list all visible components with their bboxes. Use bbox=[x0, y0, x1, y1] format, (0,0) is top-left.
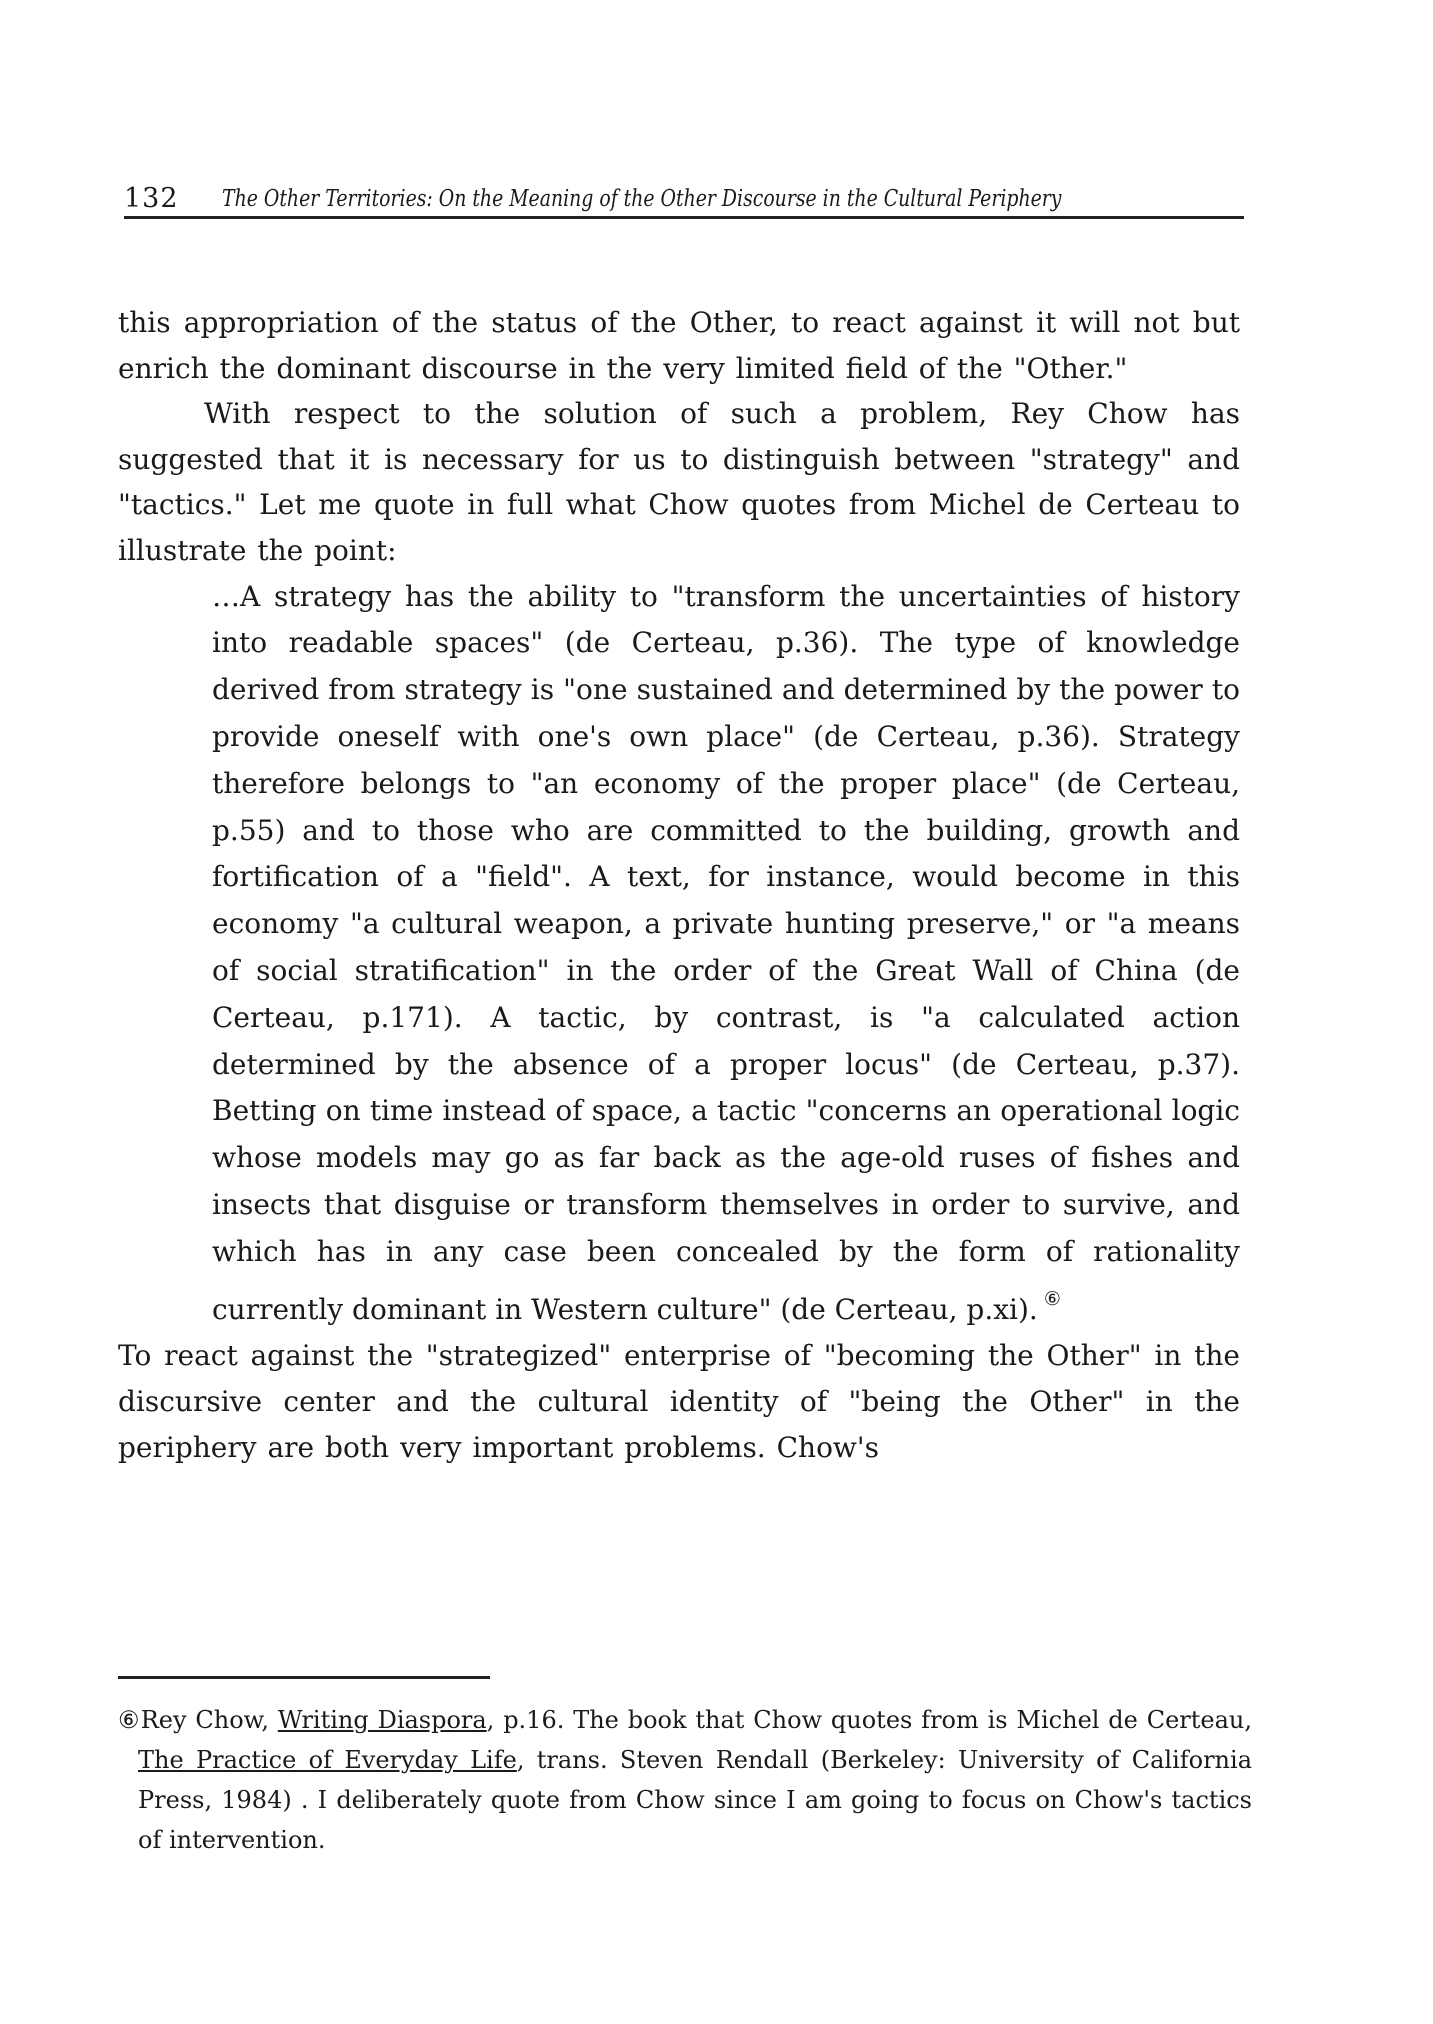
footnote bbox=[118, 1700, 1252, 1860]
footnote-separator bbox=[118, 1676, 490, 1679]
footnote-text-1: Rey Chow, bbox=[140, 1706, 278, 1734]
running-title: The Other Territories: On the Meaning of the Other Discourse in the Cultural Periphery bbox=[222, 186, 1062, 212]
footnote-reference-marker: ⑥ bbox=[1043, 1287, 1061, 1310]
block-quote bbox=[212, 574, 1240, 1334]
page-number: 132 bbox=[124, 183, 179, 214]
footnote-marker: ⑥ bbox=[118, 1706, 141, 1734]
footnote-text-3: , trans. Steven Rendall (Berkeley: University of California Press, 1984) . I deliberately quote from Chow since I am going to focus on Chow's tactics of intervention. bbox=[138, 1746, 1253, 1854]
footnote-text-2: , p.16. The book that Chow quotes from is Michel de Certeau, bbox=[486, 1706, 1252, 1734]
block-quote-text: …A strategy has the ability to "transform the uncertainties of history into readable spaces" (de Certeau, p.36). The type of knowledge derived from strategy is "one sustained and determined by the power to provide oneself with one's own place" (de Certeau, p.36). Strategy therefore belongs to "an economy of the proper place" (de Certeau, p.55) and to those who are committed to the building, growth and fortification of a "field". A text, for instance, would become in this economy "a cultural weapon, a private hunting preserve," or "a means of social stratification" in the order of the Great Wall of China (de Certeau, p.171). A tactic, by contrast, is "a calculated action determined by the absence of a proper locus" (de Certeau, p.37). Betting on time instead of space, a tactic "concerns an operational logic whose models may go as far back as the age-old ruses of fishes and insects that disguise or transform themselves in order to survive, and which has in any case been concealed by the form of rationality currently dominant in Western culture" (de Certeau, p.xi). bbox=[212, 579, 1240, 1326]
paragraph-1: this appropriation of the status of the Other, to react against it will not but enrich the dominant discourse in the very limited field of the "Other." bbox=[118, 306, 1240, 385]
footnote-book-title-1: Writing Diaspora bbox=[277, 1706, 487, 1734]
body-text bbox=[118, 300, 1240, 1470]
footnote-book-title-2: The Practice of Everyday Life bbox=[138, 1746, 517, 1774]
running-header bbox=[124, 172, 1244, 219]
paragraph-2: With respect to the solution of such a problem, Rey Chow has suggested that it is necessary for us to distinguish between "strategy" and "tactics." Let me quote in full what Chow quotes from Michel de Certeau to illustrate the point: bbox=[118, 397, 1240, 567]
paragraph-3: To react against the "strategized" enterprise of "becoming the Other" in the discursive center and the cultural identity of "being the Other" in the periphery are both very important problems. Chow's bbox=[118, 1339, 1240, 1464]
